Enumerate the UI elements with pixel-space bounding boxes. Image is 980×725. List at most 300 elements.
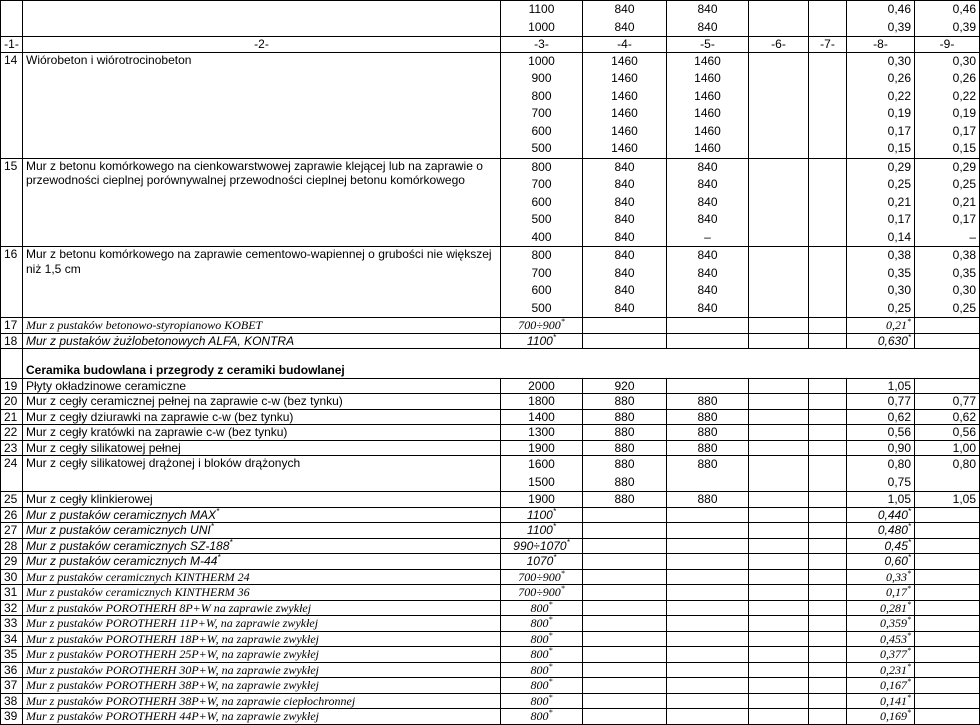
value: 0,167 xyxy=(880,678,907,692)
material-name-text: Mur z pustaków POROTHERH 38P+W, na zaprawie ciepłochronnej xyxy=(26,693,356,708)
heat-cell xyxy=(667,1,749,37)
table-row xyxy=(1,523,980,539)
footnote-mark: * xyxy=(907,615,911,624)
conductivity-cell xyxy=(847,158,915,247)
column-number xyxy=(667,37,749,53)
row-number xyxy=(1,523,23,539)
conductivity-cell xyxy=(847,709,915,725)
value: 0,231 xyxy=(880,662,907,677)
value: 840 xyxy=(614,229,635,244)
value: 0,21 xyxy=(886,318,907,332)
empty-cell xyxy=(749,538,809,554)
density-value: 500 xyxy=(531,212,552,226)
value: 880 xyxy=(614,457,635,471)
footnote-mark: * xyxy=(210,522,214,531)
material-name xyxy=(23,333,501,349)
density-cell xyxy=(501,409,583,425)
value: 0,62 xyxy=(952,409,976,424)
value: 1460 xyxy=(611,141,638,155)
row-number xyxy=(1,440,23,456)
conductivity-cell xyxy=(847,318,915,334)
value: 840 xyxy=(697,19,718,34)
density-value: 600 xyxy=(531,123,552,138)
conductivity-cell xyxy=(847,247,915,318)
row-number xyxy=(1,569,23,585)
value: 0,17 xyxy=(887,212,911,226)
value: 0,75 xyxy=(887,474,911,489)
conductivity-cell xyxy=(847,554,915,570)
conductivity-cell xyxy=(847,425,915,441)
value: 840 xyxy=(697,212,718,226)
material-name xyxy=(23,507,501,523)
density-value: 990÷1070 xyxy=(513,538,567,553)
empty-cell xyxy=(749,456,809,492)
value: 880 xyxy=(614,425,635,439)
value: 0,29 xyxy=(952,159,976,174)
material-name xyxy=(23,616,501,632)
empty-cell xyxy=(749,523,809,539)
empty-cell xyxy=(809,492,847,508)
footnote-mark: * xyxy=(907,661,911,671)
value: 0,38 xyxy=(887,248,911,262)
value: 840 xyxy=(697,177,718,191)
column-number xyxy=(583,37,667,53)
empty-cell xyxy=(583,333,667,349)
heat-cell xyxy=(667,52,749,158)
table-row xyxy=(1,409,980,425)
value: 0,29 xyxy=(887,159,911,174)
row-number-text: 27 xyxy=(4,523,18,537)
footnote-mark: * xyxy=(560,584,565,593)
density-value: 1900 xyxy=(528,492,555,506)
material-name-text: Mur z cegły dziurawki na zaprawie c-w (bez tynku) xyxy=(26,409,294,424)
empty-cell xyxy=(749,569,809,585)
row-number xyxy=(1,600,23,616)
density-value: 800 xyxy=(530,600,549,615)
empty-cell xyxy=(749,1,809,37)
value: 0,440 xyxy=(877,507,908,522)
empty-cell xyxy=(667,693,749,709)
row-number xyxy=(1,538,23,554)
empty-cell xyxy=(583,585,667,601)
footnote-mark: * xyxy=(907,537,911,547)
footnote-mark: * xyxy=(217,553,221,562)
empty-cell xyxy=(809,616,847,632)
table-row xyxy=(1,569,980,585)
empty-cell xyxy=(809,333,847,349)
empty-cell xyxy=(667,709,749,725)
row-number xyxy=(1,554,23,570)
density-value: 1070 xyxy=(526,554,554,568)
table-row xyxy=(1,394,980,410)
heat-cell xyxy=(667,456,749,492)
heat-cell xyxy=(583,394,667,410)
continuation-row xyxy=(1,1,980,37)
empty-cell xyxy=(667,662,749,678)
density-cell xyxy=(501,569,583,585)
density-cell xyxy=(501,52,583,158)
conductivity-cell xyxy=(847,492,915,508)
density-cell xyxy=(501,158,583,247)
value: 1460 xyxy=(611,123,638,138)
conductivity-cell xyxy=(915,247,980,318)
material-name xyxy=(23,600,501,616)
value: 840 xyxy=(697,300,718,315)
value: 0,62 xyxy=(887,409,911,424)
empty-cell xyxy=(23,1,501,37)
density-cell xyxy=(501,647,583,663)
empty-cell xyxy=(915,523,980,539)
empty-cell xyxy=(915,631,980,647)
empty-cell xyxy=(749,158,809,247)
value: 0,25 xyxy=(952,300,976,315)
row-number-text: 29 xyxy=(4,554,18,568)
density-value: 700 xyxy=(531,177,552,191)
material-name-text: Mur z pustaków POROTHERH 44P+W, na zaprawie zwykłej xyxy=(26,709,319,723)
footnote-mark: * xyxy=(566,537,570,547)
density-value: 1000 xyxy=(528,19,555,34)
empty-cell xyxy=(809,662,847,678)
row-number-text: 21 xyxy=(4,409,18,424)
empty-cell xyxy=(809,554,847,570)
row-number-text: 14 xyxy=(4,52,18,67)
empty-cell xyxy=(667,600,749,616)
value: 0,30 xyxy=(887,53,911,68)
value: 920 xyxy=(614,378,635,393)
empty-cell xyxy=(583,647,667,663)
value: 1,00 xyxy=(952,440,976,455)
value: 840 xyxy=(614,283,635,297)
empty-cell xyxy=(749,425,809,441)
material-name xyxy=(23,318,501,334)
footnote-mark: * xyxy=(216,506,220,516)
density-cell xyxy=(501,585,583,601)
empty-cell xyxy=(809,394,847,410)
conductivity-cell xyxy=(915,440,980,456)
row-number-text: 35 xyxy=(4,647,18,661)
material-name-text: Mur z cegły silikatowej pełnej xyxy=(26,440,181,455)
material-name xyxy=(23,394,501,410)
empty-cell xyxy=(667,678,749,694)
empty-cell xyxy=(583,616,667,632)
table-row xyxy=(1,554,980,570)
material-name-text: Mur z pustaków POROTHERH 25P+W, na zaprawie zwykłej xyxy=(26,647,319,661)
heat-cell xyxy=(583,52,667,158)
empty-cell xyxy=(749,492,809,508)
empty-cell xyxy=(667,616,749,632)
value: 1,05 xyxy=(952,492,976,506)
conductivity-cell xyxy=(847,538,915,554)
empty-cell xyxy=(749,247,809,318)
table-row xyxy=(1,647,980,663)
value: 0,56 xyxy=(952,425,976,439)
value: 0,141 xyxy=(880,693,907,708)
empty-cell xyxy=(915,569,980,585)
value: 0,453 xyxy=(880,631,907,646)
value: 880 xyxy=(697,394,718,408)
value: 0,14 xyxy=(887,229,911,244)
value: 840 xyxy=(614,177,635,191)
row-number xyxy=(1,425,23,441)
density-value: 500 xyxy=(531,300,552,315)
value: 0,630 xyxy=(877,333,908,348)
value: 840 xyxy=(614,265,635,280)
value: 840 xyxy=(614,2,635,16)
density-value: 1400 xyxy=(528,409,555,424)
empty-cell xyxy=(749,631,809,647)
density-value: 2000 xyxy=(528,378,555,393)
row-number-text: 30 xyxy=(4,569,18,584)
conductivity-cell xyxy=(847,585,915,601)
value: 840 xyxy=(697,248,718,262)
density-cell xyxy=(501,554,583,570)
density-cell xyxy=(501,507,583,523)
column-number xyxy=(915,37,980,53)
value: 0,21 xyxy=(887,194,911,209)
heat-cell xyxy=(583,247,667,318)
conductivity-cell xyxy=(847,678,915,694)
empty-cell xyxy=(583,538,667,554)
conductivity-cell xyxy=(847,409,915,425)
row-number-text: 26 xyxy=(4,507,18,522)
material-name xyxy=(23,378,501,394)
density-value: 700 xyxy=(531,265,552,280)
value: 0,377 xyxy=(880,647,907,661)
row-number xyxy=(1,631,23,647)
conductivity-cell xyxy=(915,425,980,441)
material-name-text: Mur z cegły kratówki na zaprawie c-w (bez tynku) xyxy=(26,425,288,439)
value: 0,30 xyxy=(952,283,976,297)
footnote-mark: * xyxy=(548,615,553,624)
footnote-mark: * xyxy=(907,584,911,593)
value: 0,56 xyxy=(887,425,911,439)
value: 0,17 xyxy=(886,585,907,599)
row-number xyxy=(1,662,23,678)
row-number-text: 19 xyxy=(4,378,18,393)
heat-cell xyxy=(583,158,667,247)
empty-cell xyxy=(809,378,847,394)
material-name-text: Mur z pustaków ceramicznych SZ-188 xyxy=(26,538,230,553)
material-name xyxy=(23,158,501,247)
value: 880 xyxy=(697,440,718,455)
conductivity-cell xyxy=(915,52,980,158)
empty-cell xyxy=(749,709,809,725)
empty-cell xyxy=(809,52,847,158)
value: 1460 xyxy=(694,141,721,155)
empty-cell xyxy=(809,585,847,601)
empty-cell xyxy=(809,678,847,694)
row-number xyxy=(1,158,23,247)
empty-cell xyxy=(809,600,847,616)
value: 1460 xyxy=(611,71,638,85)
footnote-mark: * xyxy=(548,661,553,671)
value: 0,25 xyxy=(887,177,911,191)
value: 1460 xyxy=(611,88,638,103)
footnote-mark: * xyxy=(552,522,556,531)
footnote-mark: * xyxy=(907,677,911,686)
value: 880 xyxy=(614,409,635,424)
empty-cell xyxy=(915,507,980,523)
material-name-text: Mur z pustaków ceramicznych M-44 xyxy=(26,554,218,568)
value: 1460 xyxy=(694,88,721,103)
value: 1,05 xyxy=(887,492,911,506)
value: 880 xyxy=(614,394,635,408)
table-row xyxy=(1,440,980,456)
value xyxy=(918,474,976,492)
empty-cell xyxy=(667,538,749,554)
value: 0,359 xyxy=(880,616,907,630)
empty-cell xyxy=(583,554,667,570)
value xyxy=(670,474,745,492)
column-number xyxy=(809,37,847,53)
footnote-mark: * xyxy=(907,630,911,640)
value: 840 xyxy=(614,300,635,315)
row-number xyxy=(1,378,23,394)
density-value: 700÷900 xyxy=(518,569,561,584)
value: 0,77 xyxy=(952,394,976,408)
heat-cell xyxy=(667,247,749,318)
footnote-mark: * xyxy=(552,332,556,342)
footnote-mark: * xyxy=(907,553,911,562)
material-name xyxy=(23,678,501,694)
empty-cell xyxy=(809,647,847,663)
empty-cell xyxy=(583,709,667,725)
value: 840 xyxy=(697,283,718,297)
empty-cell xyxy=(667,554,749,570)
value: 0,46 xyxy=(952,2,976,16)
table-row xyxy=(1,538,980,554)
conductivity-cell xyxy=(847,456,915,492)
empty-cell xyxy=(667,585,749,601)
value: 1460 xyxy=(611,53,638,68)
material-name-text: Mur z betonu komórkowego na zaprawie cementowo-wapiennej o grubości nie większej niż 1,5 cm xyxy=(26,247,492,276)
heat-cell xyxy=(583,456,667,492)
section-title-text: Ceramika budowlana i przegrody z ceramiki budowlanej xyxy=(26,363,345,377)
heat-cell xyxy=(583,440,667,456)
empty-cell xyxy=(809,456,847,492)
empty-cell xyxy=(915,693,980,709)
empty-cell xyxy=(749,647,809,663)
heat-cell xyxy=(667,492,749,508)
conductivity-cell xyxy=(915,158,980,247)
row-number xyxy=(1,394,23,410)
material-name xyxy=(23,440,501,456)
value: 0,169 xyxy=(880,709,907,723)
density-cell xyxy=(501,440,583,456)
density-value: 400 xyxy=(531,229,552,244)
value: 0,38 xyxy=(952,248,976,262)
empty-cell xyxy=(915,662,980,678)
table-row xyxy=(1,492,980,508)
row-number-text: 20 xyxy=(4,394,18,408)
empty-cell xyxy=(809,318,847,334)
value: 0,39 xyxy=(952,19,976,34)
empty-cell xyxy=(667,631,749,647)
table-row xyxy=(1,693,980,709)
column-number-label: -5- xyxy=(700,37,715,51)
density-cell xyxy=(501,631,583,647)
value: 840 xyxy=(614,19,635,34)
value: 0,26 xyxy=(952,71,976,85)
row-number-text: 18 xyxy=(4,333,18,348)
footnote-mark: * xyxy=(548,708,553,717)
value: 0,80 xyxy=(887,457,911,471)
value: 0,25 xyxy=(887,300,911,315)
density-value: 1000 xyxy=(528,53,555,68)
material-name-text: Mur z pustaków betonowo-styropianowo KOBET xyxy=(26,318,263,332)
footnote-mark: * xyxy=(907,568,911,578)
row-number-text: 32 xyxy=(4,600,18,615)
conductivity-cell xyxy=(847,394,915,410)
column-number xyxy=(1,37,23,53)
density-value: 700÷900 xyxy=(518,585,561,599)
density-value: 1100 xyxy=(527,523,553,537)
conductivity-cell xyxy=(915,492,980,508)
empty-cell xyxy=(749,333,809,349)
density-value: 900 xyxy=(531,71,552,85)
value: – xyxy=(704,229,711,244)
heat-cell xyxy=(583,1,667,37)
conductivity-cell xyxy=(847,569,915,585)
row-number xyxy=(1,678,23,694)
conductivity-cell xyxy=(915,409,980,425)
value: 0,15 xyxy=(887,141,911,155)
empty-cell xyxy=(809,507,847,523)
material-name-text: Mur z pustaków ceramicznych MAX xyxy=(26,507,217,522)
section-title xyxy=(23,349,980,379)
table-row xyxy=(1,600,980,616)
material-name xyxy=(23,631,501,647)
value: 0,30 xyxy=(887,283,911,297)
density-cell xyxy=(501,333,583,349)
footnote-mark: * xyxy=(548,599,553,609)
footnote-mark: * xyxy=(553,553,557,562)
footnote-mark: * xyxy=(552,506,556,516)
table-row xyxy=(1,709,980,725)
value: 0,90 xyxy=(887,440,911,455)
value: 0,17 xyxy=(887,123,911,138)
empty-cell xyxy=(809,693,847,709)
empty-cell xyxy=(749,409,809,425)
value: 840 xyxy=(614,212,635,226)
empty-cell xyxy=(749,600,809,616)
material-name-text: Płyty okładzinowe ceramiczne xyxy=(26,378,187,393)
empty-cell xyxy=(667,333,749,349)
conductivity-cell xyxy=(847,647,915,663)
row-number-text: 39 xyxy=(4,709,18,723)
conductivity-cell xyxy=(847,600,915,616)
material-name xyxy=(23,523,501,539)
value: 0,22 xyxy=(952,88,976,103)
empty-cell xyxy=(809,523,847,539)
density-value: 1500 xyxy=(528,474,555,489)
footnote-mark: * xyxy=(907,506,911,516)
value: 0,25 xyxy=(952,177,976,191)
material-name xyxy=(23,709,501,725)
value: 1460 xyxy=(694,106,721,120)
row-number-text: 25 xyxy=(4,492,18,506)
empty-cell xyxy=(915,678,980,694)
material-name xyxy=(23,554,501,570)
column-number-label: -2- xyxy=(254,37,269,51)
empty-cell xyxy=(583,523,667,539)
density-value: 800 xyxy=(530,662,549,677)
footnote-mark: * xyxy=(548,646,553,655)
material-name xyxy=(23,585,501,601)
footnote-mark: * xyxy=(907,646,911,655)
material-name xyxy=(23,409,501,425)
material-name xyxy=(23,456,501,492)
